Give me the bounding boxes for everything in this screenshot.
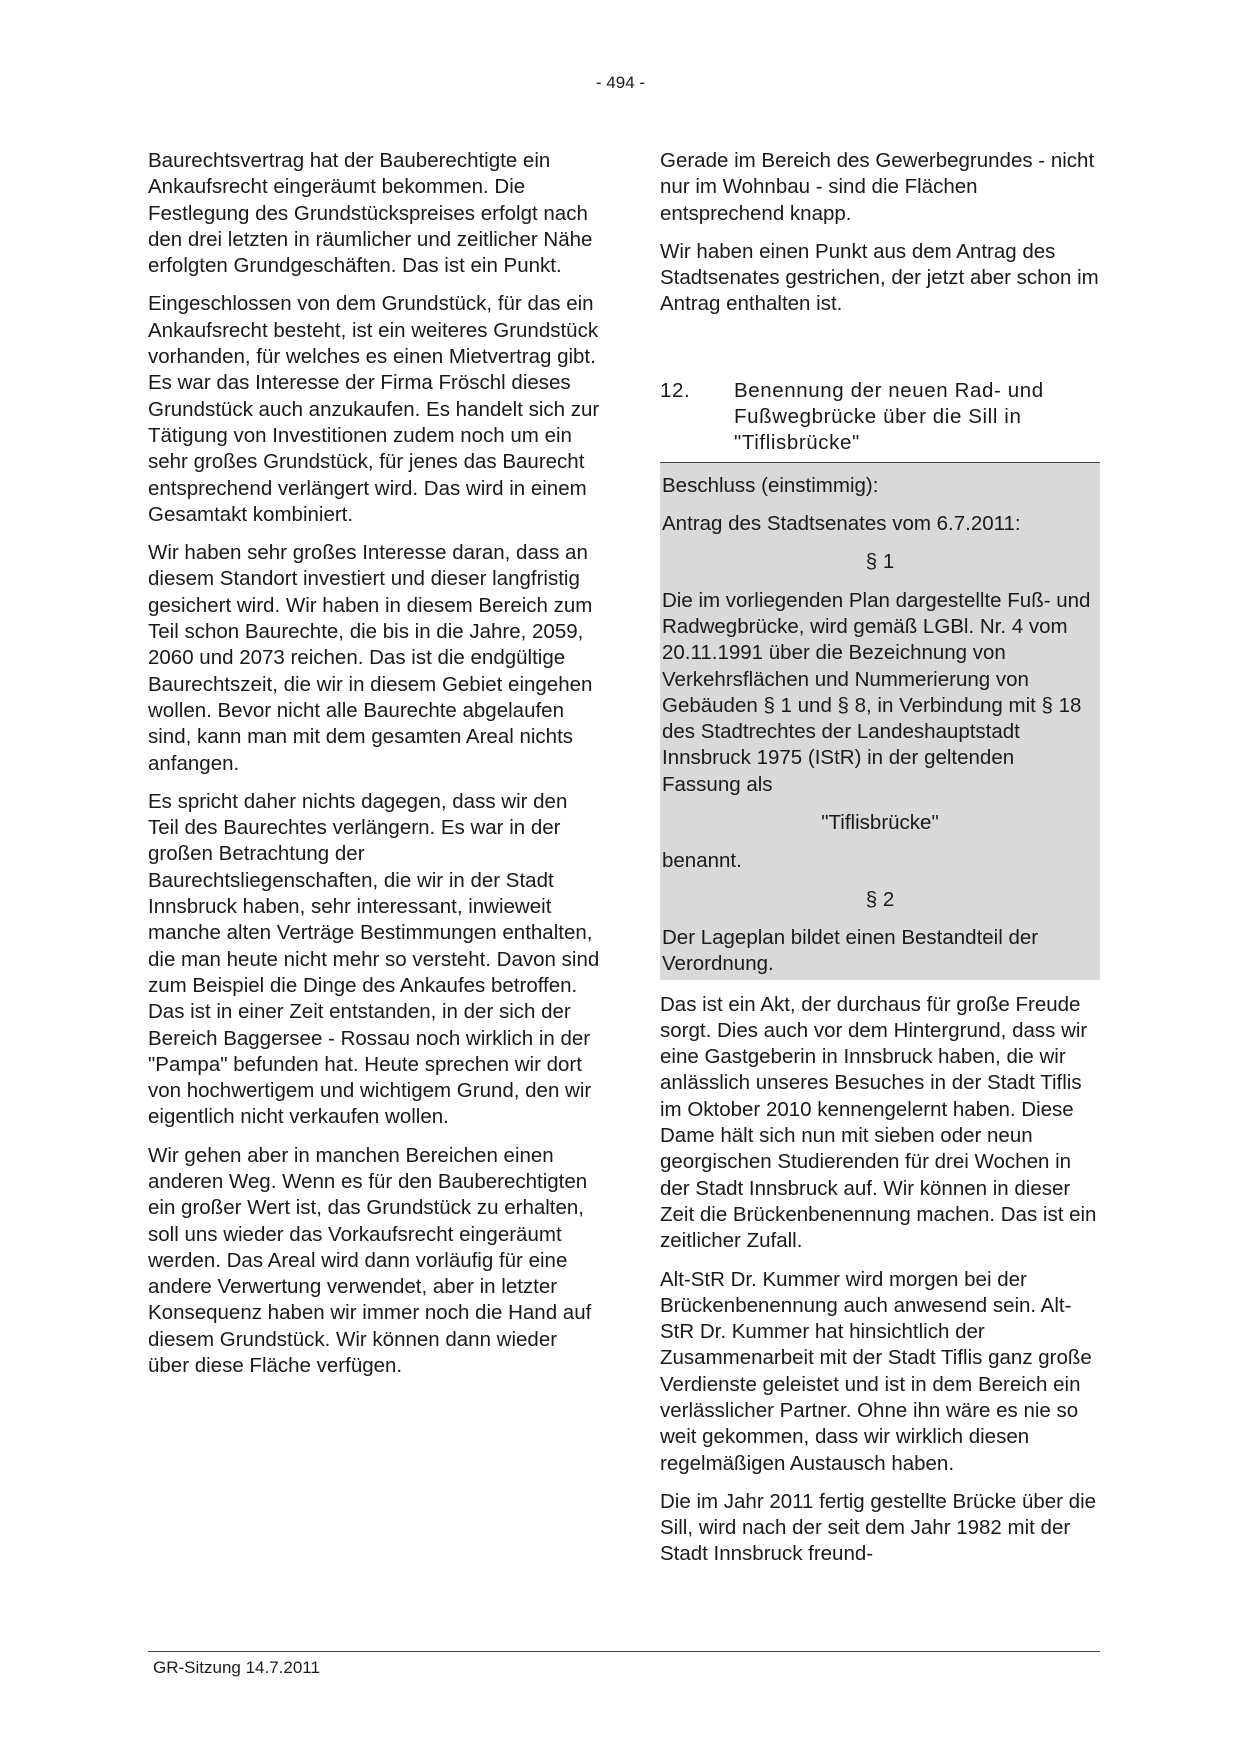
agenda-item-heading (660, 378, 1100, 456)
decision-box (660, 463, 1100, 980)
section-2-heading: § 2 (865, 887, 895, 911)
section-1-heading: § 1 (865, 550, 895, 574)
footer-text: GR-Sitzung 14.7.2011 (153, 1658, 320, 1677)
right-column (660, 148, 1100, 1580)
paragraph: Baurechtsvertrag hat der Bauberechtigte ein Ankaufsrecht eingeräumt bekommen. Die Festlegung des Grundstückspreises erfolgt nach den drei letzten in räumlicher und zeitlicher Nähe erfolgten Grundgeschäften. Das ist ein Punkt. (148, 149, 593, 278)
paragraph: Alt-StR Dr. Kummer wird morgen bei der Brückenbenennung auch anwesend sein. Alt-StR Dr. Kummer hat hinsichtlich der Zusammenarbeit mit der Stadt Tiflis ganz große Verdienste geleistet und ist in dem Bereich ein verlässlicher Partner. Ohne ihn wäre es nie so weit gekommen, dass wir wirklich diesen regelmäßigen Austausch haben. (660, 1267, 1092, 1475)
footer-divider (148, 1651, 1100, 1652)
paragraph: Die im Jahr 2011 fertig gestellte Brücke über die Sill, wird nach der seit dem Jahr 1982 mit der Stadt Innsbruck freund- (660, 1489, 1097, 1566)
decision-label: Beschluss (einstimmig): (662, 473, 879, 497)
paragraph: Das ist ein Akt, der durchaus für große Freude sorgt. Dies auch vor dem Hintergrund, dass wir eine Gastgeberin in Innsbruck haben, die wir anlässlich unseres Besuches in der Stadt Tiflis im Oktober 2010 kennengelernt haben. Diese Dame hält sich nun mit sieben oder neun georgischen Studierenden für drei Wochen in der Stadt Innsbruck auf. Wir können in dieser Zeit die Brückenbenennung machen. Das ist ein zeitlicher Zufall. (660, 992, 1097, 1253)
paragraph: Gerade im Bereich des Gewerbegrundes - nicht nur im Wohnbau - sind die Flächen entsprechend knapp. (660, 149, 1095, 225)
left-column (148, 148, 600, 1391)
agenda-item-number: 12. (660, 378, 691, 402)
paragraph: Wir gehen aber in manchen Bereichen einen anderen Weg. Wenn es für den Bauberechtigten ein großer Wert ist, das Grundstück zu erhalten, soll uns wieder das Vorkaufsrecht eingeräumt werden. Das Areal wird dann vorläufig für eine andere Verwertung verwendet, aber in letzter Konsequenz haben wir immer noch die Hand auf diesem Grundstück. Wir können dann wieder über diese Fläche verfügen. (148, 1143, 592, 1378)
section-1-text: Die im vorliegenden Plan dargestellte Fuß- und Radwegbrücke, wird gemäß LGBl. Nr. 4 vom 20.11.1991 über die Bezeichnung von Verkehrsflächen und Nummerierung von Gebäuden § 1 und § 8, in Verbindung mit § 18 des Stadtrechtes der Landeshauptstadt Innsbruck 1975 (IStR) in der geltenden Fassung als (662, 588, 1091, 796)
page-number: - 494 - (595, 73, 646, 92)
paragraph: Wir haben einen Punkt aus dem Antrag des Stadtsenates gestrichen, der jetzt aber schon im Antrag enthalten ist. (660, 239, 1099, 316)
motion-line: Antrag des Stadtsenates vom 6.7.2011: (662, 512, 1021, 536)
agenda-item-title: Benennung der neuen Rad- und Fußwegbrücke über die Sill in "Tiflisbrücke" (734, 378, 1044, 454)
paragraph: Eingeschlossen von dem Grundstück, für das ein Ankaufsrecht besteht, ist ein weiteres Grundstück vorhanden, für welches es einen Mietvertrag gibt. Es war das Interesse der Firma Fröschl dieses Grundstück auch anzukaufen. Es handelt sich zur Tätigung von Investitionen zudem noch um ein sehr großes Grundstück, für jenes das Baurecht entsprechend verlängert wird. Das wird in einem Gesamtakt kombiniert. (148, 292, 600, 526)
section-2-text: Der Lageplan bildet einen Bestandteil der Verordnung. (662, 925, 1039, 976)
named-line: benannt. (662, 849, 742, 873)
paragraph: Es spricht daher nichts dagegen, dass wir den Teil des Baurechtes verlängern. Es war in der großen Betrachtung der Baurechtsliegenschaften, die wir in der Stadt Innsbruck haben, sehr interessant, inwieweit manche alten Verträge Bestimmungen enthalten, die man heute nicht mehr so versteht. Davon sind zum Beispiel die Dinge des Ankaufes betroffen. Das ist in einer Zeit entstanden, in der sich der Bereich Baggersee - Rossau noch wirklich in der "Pampa" befunden hat. Heute sprechen wir dort von hochwertigem und wichtigem Grund, den wir eigentlich nicht verkaufen wollen. (148, 789, 600, 1129)
bridge-name: "Tiflisbrücke" (821, 811, 939, 835)
spacer (660, 330, 1100, 378)
paragraph: Wir haben sehr großes Interesse daran, dass an diesem Standort investiert und dieser langfristig gesichert wird. Wir haben in diesem Bereich zum Teil schon Baurechte, die bis in die Jahre, 2059, 2060 und 2073 reichen. Das ist die endgültige Baurechtszeit, die wir in diesem Gebiet eingehen wollen. Bevor nicht alle Baurechte abgelaufen sind, kann man mit dem gesamten Areal nichts anfangen. (148, 541, 593, 775)
